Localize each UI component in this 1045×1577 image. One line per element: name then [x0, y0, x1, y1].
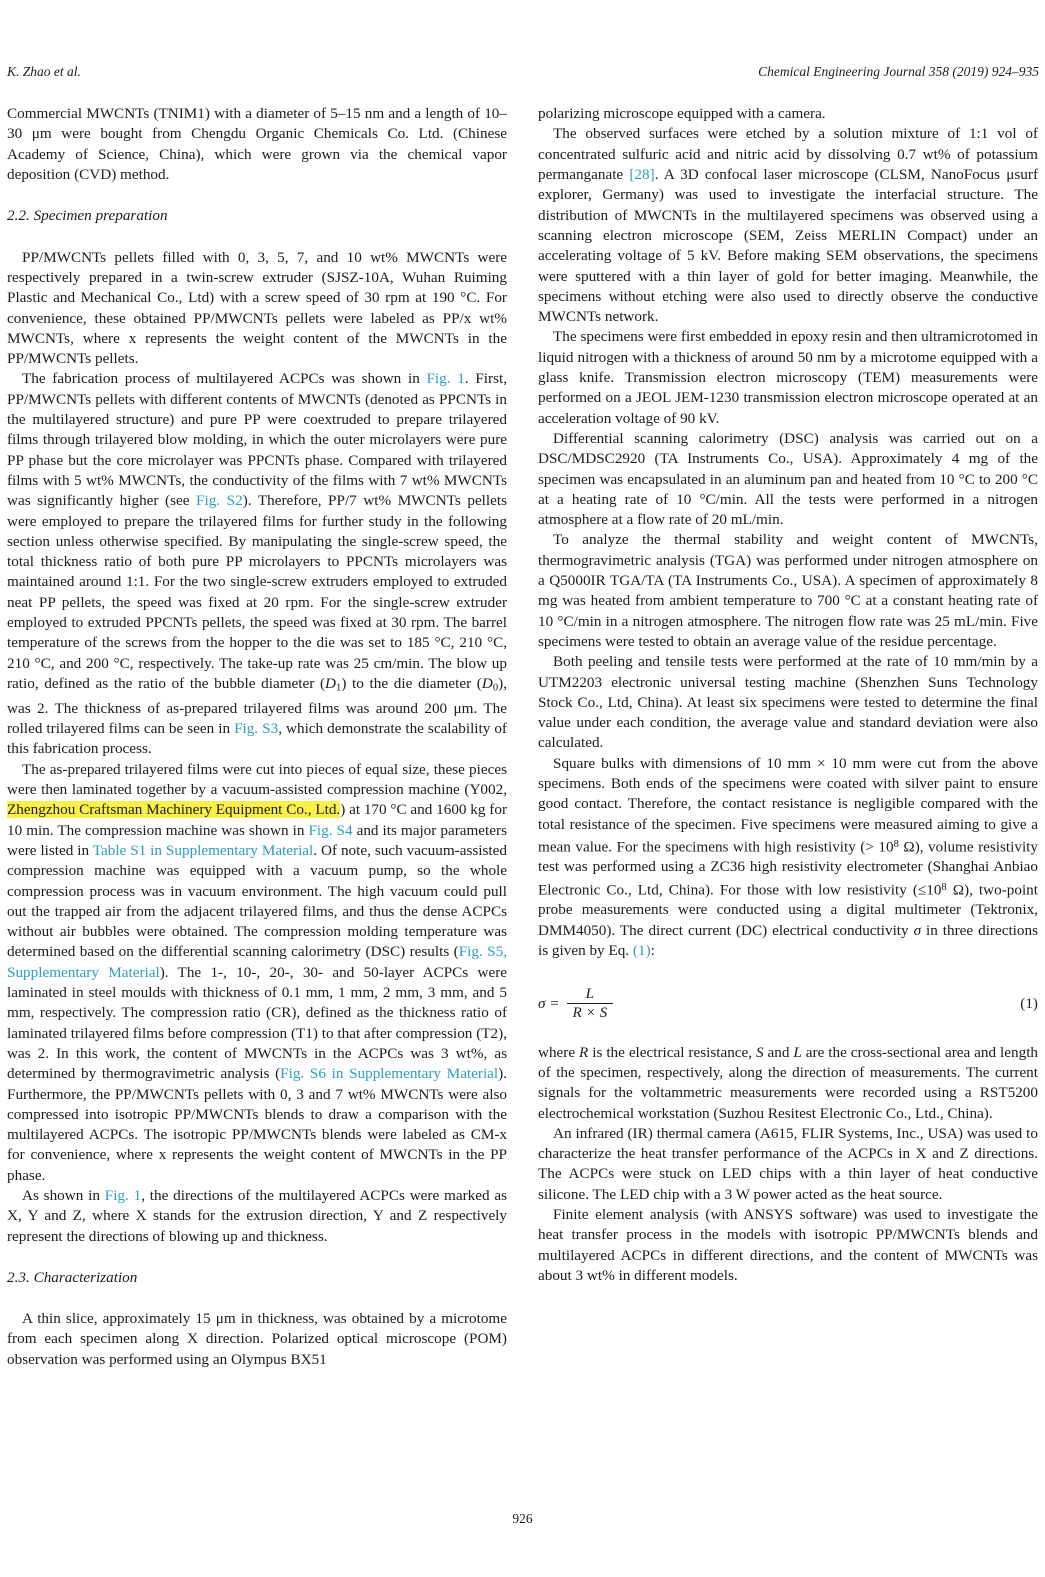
text-run: σ	[913, 921, 922, 939]
equation-number: (1)	[1020, 994, 1038, 1012]
journal-citation: Chemical Engineering Journal 358 (2019) 924–935	[758, 64, 1039, 79]
text-run: Ω), volume resistivity test was performed using a ZC36 high resistivity electrometer (Shanghai Anbiao Electronic Co., Ltd, China). For those with low resistivity (≤10	[538, 838, 1038, 898]
text-run: To analyze the thermal stability and weight content of MWCNTs, thermogravimetric analysis (TGA) was performed under nitrogen atmosphere on a Q5000IR TGA/TA (TA Instruments Co., USA). A specimen of approximately 8 mg was heated from ambient temperature to 700 °C at a constant heating rate of 10 °C/min in a nitrogen atmosphere. The nitrogen flow rate was 25 mL/min. Five specimens were tested to obtain an average value of the residue percentage.	[538, 531, 1038, 650]
text-run: 1	[336, 682, 342, 694]
text-run: The as-prepared trilayered films were cut into pieces of equal size, these pieces were then laminated together by a vacuum-assisted compression machine (Y002,	[7, 760, 507, 799]
text-run: ). Therefore, PP/7 wt% MWCNTs pellets were employed to prepare the trilayered films for further study in the following section unless otherwise specified. By manipulating the single-screw speed, the total thickness ratio of both pure PP microlayers to PPCNTs microlayers was maintained around 1:1. For the two single-screw extruders employed to extruded neat PP pellets, the speed was fixed at 20 rpm. For the single-screw extruder employed to extruded PPCNTs pellets, the speed was fixed at 30 rpm. The barrel temperature of the screws from the hopper to the die was set to 185 °C, 210 °C, 210 °C, and 200 °C, respectively. The take-up rate was 25 cm/min. The blow up ratio, defined as the ratio of the bubble diameter (	[7, 492, 507, 692]
section-heading-2-3	[7, 1268, 507, 1288]
text-run: The specimens were first embedded in epoxy resin and then ultramicrotomed in liquid nitrogen with a thickness of around 50 nm by a microtome equipped with a glass knife. Transmission electron microscopy (TEM) measurements were performed on a JEOL JEM-1230 transmission electron microscope operated at an acceleration voltage of 90 kV.	[538, 328, 1038, 427]
section-heading-2-2	[7, 206, 507, 226]
link-fig-1[interactable]: Fig. 1	[104, 1186, 142, 1204]
paragraph	[538, 104, 1038, 124]
paragraph	[538, 754, 1038, 961]
equation-1	[538, 985, 1038, 1022]
link-eq-1[interactable]: (1)	[632, 941, 651, 959]
text-run: Both peeling and tensile tests were performed at the rate of 10 mm/min by a UTM2203 electronic universal testing machine (Shenzhen Suns Technology Stock Co., Ltd, China). At least six specimens were tested to determine the final value under each condition, the average value and standard deviation were also calculated.	[538, 653, 1038, 752]
equation-lhs: σ =	[538, 994, 560, 1012]
text-run: 8	[893, 838, 899, 850]
text-run: D	[325, 674, 336, 692]
text-run: ). Furthermore, the PP/MWCNTs pellets with 0, 3 and 7 wt% MWCNTs were also compressed into isotropic PP/MWCNTs blends to draw a comparison with the multilayered ACPCs. The isotropic PP/MWCNTs blends were labeled as CM-x for convenience, where x represents the weight content of MWCNTs in the PP phase.	[7, 1065, 507, 1184]
text-run: ), was 2. The thickness of as-prepared trilayered films was around 200 μm. The rolled trilayered films can be seen in	[7, 674, 507, 738]
text-run: 2.3. Characterization	[7, 1268, 138, 1286]
link-ref-28[interactable]: [28]	[629, 166, 655, 184]
page-footer	[0, 1511, 1045, 1527]
text-run: R	[579, 1043, 589, 1061]
fraction-numerator: L	[585, 985, 595, 1003]
link-fig-1[interactable]: Fig. 1	[426, 370, 465, 388]
text-run: Finite element analysis (with ANSYS software) was used to investigate the heat transfer process in the models with isotropic PP/MWCNTs blends and multilayered ACPCs in different directions, and the content of MWCNTs was about 3 wt% in different models.	[538, 1206, 1038, 1284]
text-run: is the electrical resistance,	[588, 1043, 757, 1061]
text-run: PP/MWCNTs pellets filled with 0, 3, 5, 7, and 10 wt% MWCNTs were respectively prepared in a twin-screw extruder (SJSZ-10A, Wuhan Ruiming Plastic and Mechanical Co., Ltd) with a screw speed of 30 rpm at 190 °C. For convenience, these obtained PP/MWCNTs pellets were labeled as PP/x wt% MWCNTs, where x represents the weight content of the MWCNTs in the PP/MWCNTs pellets.	[7, 248, 507, 368]
page-header	[0, 0, 1045, 80]
text-run: are the cross-sectional area and length of the specimen, respectively, along the direction of measurements. The current signals for the voltammetric measurements were recorded using a RST5200 electrochemical workstation (Suzhou Resitest Electronic Co., Ltd., China).	[538, 1043, 1039, 1122]
link-fig-s4[interactable]: Fig. S4	[308, 821, 353, 839]
text-run: S	[756, 1043, 764, 1061]
paragraph	[7, 760, 507, 1186]
text-run: where	[538, 1043, 580, 1061]
text-run: ) at 170 °C and 1600 kg for 10 min. The compression machine was shown in	[7, 801, 507, 839]
text-run: , which demonstrate the scalability of this fabrication process.	[7, 720, 507, 758]
text-run: . First, PP/MWCNTs pellets with different contents of MWCNTs (denoted as PPCNTs in the multilayered structure) and pure PP were coextruded to prepare trilayered films through trilayered blow molding, in which the outer microlayers were pure PP phase but the core microlayer was PPCNTs phase. Compared with trilayered films with 5 wt% MWCNTs, the conductivity of the films with 7 wt% MWCNTs was significantly higher (see	[7, 370, 507, 510]
text-run: and	[763, 1043, 794, 1061]
text-run: Commercial MWCNTs (TNIM1) with a diameter of 5–15 nm and a length of 10–30 μm were bought from Chengdu Organic Chemicals Co. Ltd. (Chinese Academy of Science, China), which were grown via the chemical vapor deposition (CVD) method.	[7, 105, 507, 184]
text-run: A thin slice, approximately 15 μm in thickness, was obtained by a microtome from each specimen along X direction. Polarized optical microscope (POM) observation was performed using an Olympus BX51	[7, 1310, 507, 1368]
text-run: The observed surfaces were etched by a solution mixture of 1:1 vol of concentrated sulfuric acid and nitric acid by dissolving 0.7 wt% of potassium permanganate	[538, 125, 1038, 184]
text-run: 8	[941, 881, 947, 893]
text-run: . A 3D confocal laser microscope (CLSM, NanoFocus μsurf explorer, Germany) was used to investigate the interfacial structure. The distribution of MWCNTs in the multilayered specimens was observed using a scanning electron microscope (SEM, Zeiss MERLIN Compact) under an accelerating voltage of 5 kV. Before making SEM observations, the specimens were sputtered with a thin layer of gold for better imaging. Meanwhile, the specimens without etching were also used to directly observe the conductive MWCNTs network.	[538, 166, 1039, 326]
text-run: , the directions of the multilayered ACPCs were marked as X, Y and Z, where X stands for the extrusion direction, Y and Z respectively represent the directions of blowing up and thickness.	[7, 1186, 507, 1245]
text-run: and its major parameters were listed in	[7, 821, 507, 859]
text-run: Square bulks with dimensions of 10 mm × 10 mm were cut from the above specimens. Both ends of the specimens were coated with silver paint to ensure good contact. Therefore, the contact resistance is negligible compared with the total resistance of the specimen. Five specimens were measured aiming to give a mean value. For the specimens with high resistivity (> 10	[538, 754, 1038, 856]
highlighted-text: Zhengzhou Craftsman Machinery Equipment Co., Ltd.	[7, 801, 341, 819]
right-column	[538, 104, 1038, 1370]
text-run: The fabrication process of multilayered ACPCs was shown in	[22, 370, 427, 388]
paragraph	[7, 1186, 507, 1247]
link-fig-s3[interactable]: Fig. S3	[234, 720, 279, 738]
fraction	[567, 985, 614, 1022]
equation-body	[538, 985, 613, 1022]
two-column-body	[0, 104, 1045, 1370]
link-table-s1[interactable]: Table S1 in Supplementary Material	[92, 841, 314, 859]
paragraph	[538, 1043, 1038, 1124]
link-fig-s5[interactable]: Fig. S5, Supplementary Material	[7, 943, 507, 981]
paragraph	[538, 652, 1038, 753]
paragraph	[538, 429, 1038, 530]
paragraph	[7, 1309, 507, 1370]
paragraph	[7, 104, 507, 185]
text-run: :	[650, 941, 655, 959]
fraction-denominator: R × S	[567, 1003, 614, 1022]
page-number: 926	[512, 1511, 533, 1526]
paragraph	[538, 124, 1038, 327]
text-run: Differential scanning calorimetry (DSC) analysis was carried out on a DSC/MDSC2920 (TA Instruments Co., USA). Approximately 4 mg of the specimen was encapsulated in an aluminum pan and heated from 10 °C to 200 °C at a heating rate of 10 °C/min. All the tests were performed in a nitrogen atmosphere at a flow rate of 20 mL/min.	[538, 429, 1038, 529]
text-run: As shown in	[22, 1186, 105, 1204]
text-run: Ω), two-point probe measurements were conducted using a digital multimeter (Tektronix, DMM4050). The direct current (DC) electrical conductivity	[538, 880, 1038, 939]
paragraph	[538, 327, 1038, 428]
paragraph	[7, 248, 507, 370]
text-run: ). The 1-, 10-, 20-, 30- and 50-layer ACPCs were laminated in steel moulds with thickness of 0.1 mm, 1 mm, 2 mm, 3 mm, and 5 mm, respectively. The compression ratio (CR), defined as the thickness ratio of laminated trilayered films before compression (T1) to that after compression (T2), was 2. In this work, the content of MWCNTs in the ACPCs was 3 wt%, as determined by thermogravimetric analysis (	[7, 963, 507, 1083]
text-run: polarizing microscope equipped with a camera.	[538, 105, 826, 123]
paragraph	[538, 530, 1038, 652]
paragraph	[538, 1124, 1038, 1205]
text-run: . Of note, such vacuum-assisted compression machine was equipped with a vacuum pump, so the whole compression process was in vacuum environment. The high vacuum could pull out the trapped air from the adjacent trilayered films, and thus the dense ACPCs without air bubbles were obtained. The compression molding temperature was determined based on the differential scanning calorimetry (DSC) results (	[7, 841, 507, 961]
link-fig-s2[interactable]: Fig. S2	[196, 492, 243, 510]
text-run: 0	[492, 682, 499, 694]
text-run: in three directions is given by Eq.	[538, 921, 1038, 959]
text-run: ) to the die diameter (	[341, 674, 482, 692]
text-run: An infrared (IR) thermal camera (A615, FLIR Systems, Inc., USA) was used to characterize the heat transfer performance of the ACPCs in X and Z directions. The ACPCs were stuck on LED chips with a thin layer of heat conductive silicone. The LED chip with a 3 W power acted as the heat source.	[538, 1124, 1038, 1203]
text-run: L	[793, 1043, 802, 1061]
paragraph	[538, 1205, 1038, 1286]
text-run: D	[481, 674, 493, 692]
left-column	[7, 104, 507, 1370]
link-fig-s6[interactable]: Fig. S6 in Supplementary Material	[280, 1065, 499, 1083]
running-author: K. Zhao et al.	[7, 64, 81, 79]
text-run: 2.2. Specimen preparation	[7, 207, 168, 225]
paragraph	[7, 369, 507, 759]
